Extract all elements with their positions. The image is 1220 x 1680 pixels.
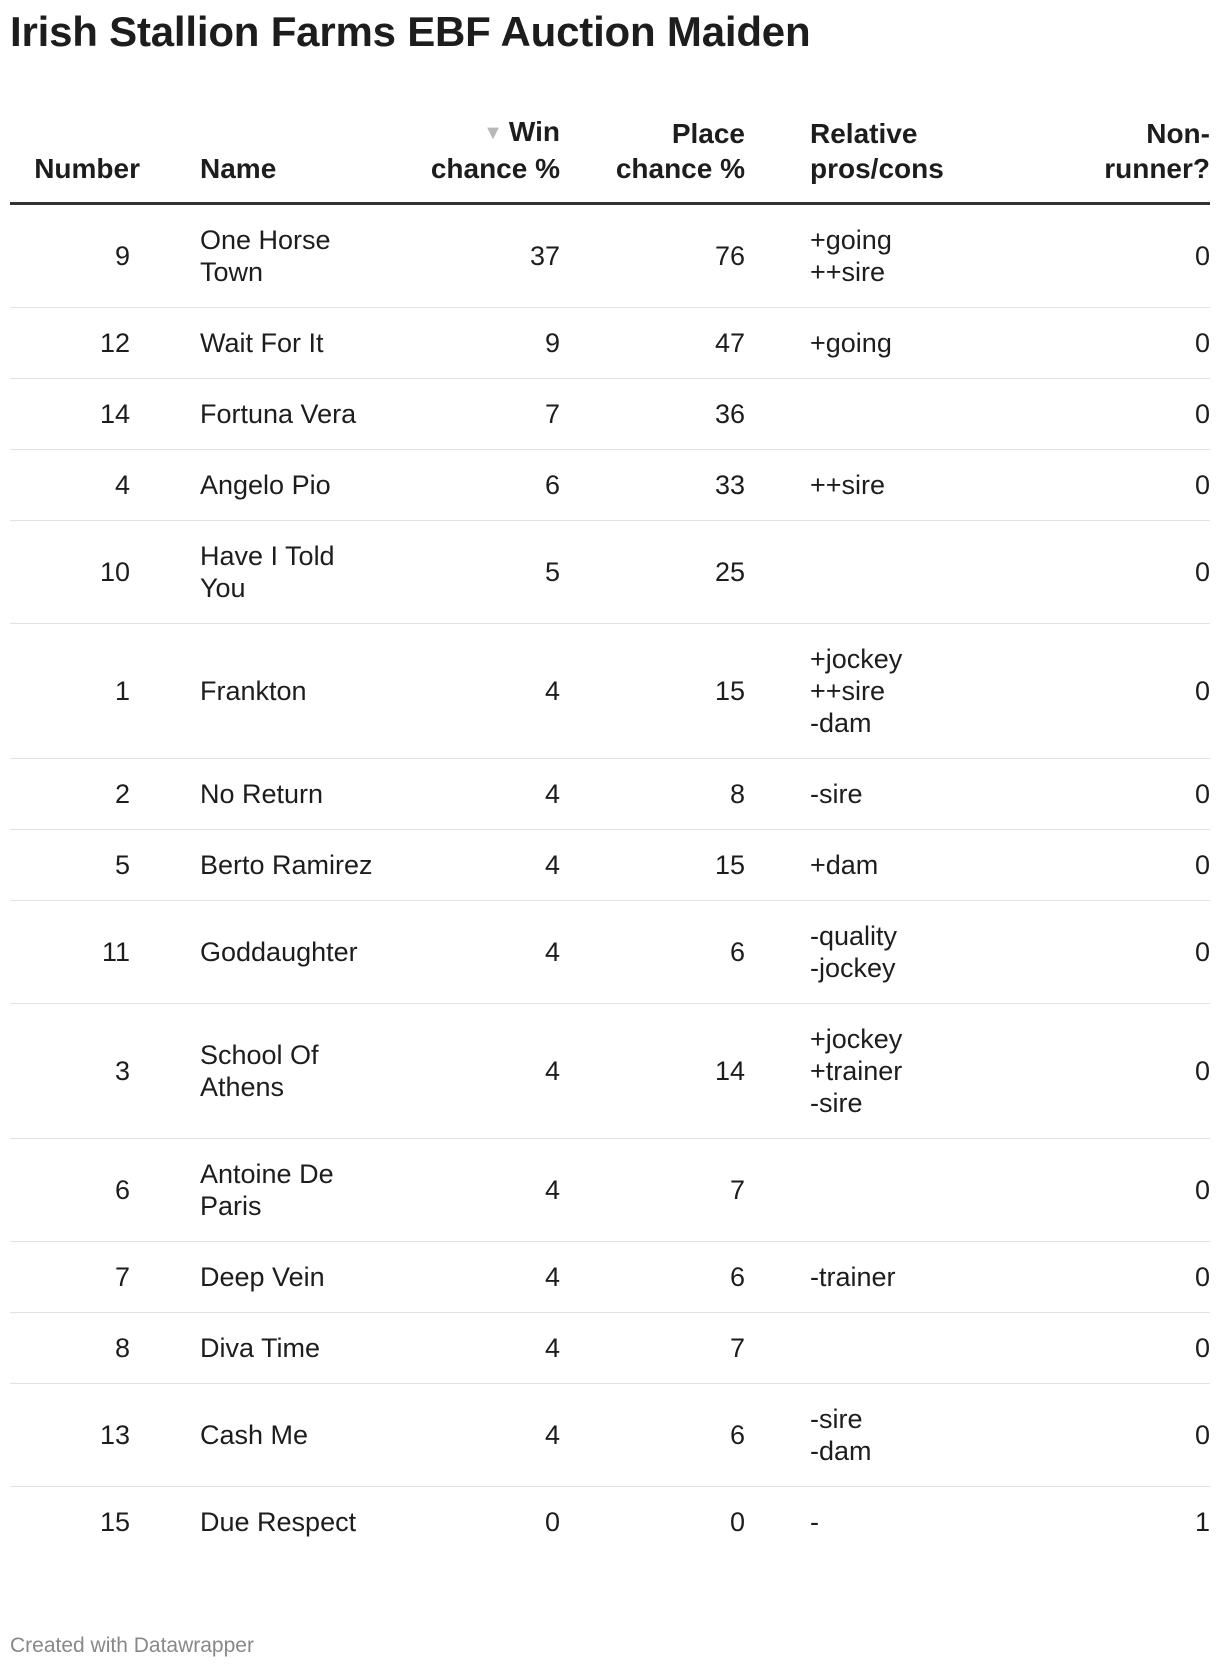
cell-non-runner: [995, 450, 1210, 521]
cell-win-chance: [348, 1139, 560, 1242]
column-header-name[interactable]: [168, 98, 348, 204]
cell-number: [10, 1487, 168, 1558]
number-value: 12: [99, 328, 130, 358]
cell-number: [10, 1313, 168, 1384]
cell-number: [10, 379, 168, 450]
cell-place-chance: [560, 1139, 745, 1242]
horse-name-text: School Of: [200, 1040, 319, 1070]
cell-non-runner: [995, 204, 1210, 308]
win-chance-value: 4: [544, 1056, 560, 1086]
cell-win-chance: [348, 1384, 560, 1487]
cell-name: [168, 1384, 348, 1487]
win-chance-value: 37: [529, 241, 560, 271]
table-row: [10, 204, 1210, 308]
horse-name-text: Antoine De: [200, 1159, 334, 1189]
cell-place-chance: [560, 901, 745, 1004]
cell-pros-cons: [745, 1004, 995, 1139]
table-row: [10, 1004, 1210, 1139]
place-chance-value: 25: [714, 557, 745, 587]
cell-name: [168, 1313, 348, 1384]
cell-non-runner: [995, 1313, 1210, 1384]
pros-cons-item: -dam: [810, 708, 872, 738]
cell-non-runner: [995, 1004, 1210, 1139]
header-pros-label-2: pros/cons: [810, 153, 944, 184]
cell-pros-cons: [745, 1487, 995, 1558]
win-chance-value: 6: [544, 470, 560, 500]
cell-pros-cons: [745, 1384, 995, 1487]
table-row: [10, 521, 1210, 624]
cell-name: [168, 521, 348, 624]
cell-win-chance: [348, 901, 560, 1004]
win-chance-value: 4: [544, 1175, 560, 1205]
cell-non-runner: [995, 308, 1210, 379]
pros-cons-item: +going: [810, 225, 892, 255]
place-chance-value: 14: [714, 1056, 745, 1086]
non-runner-value: 0: [1194, 779, 1210, 809]
header-nonrunner-label-1: Non-: [1146, 118, 1210, 149]
runners-table: [10, 98, 1210, 1557]
cell-place-chance: [560, 450, 745, 521]
cell-name: [168, 204, 348, 308]
pros-cons-item: +trainer: [810, 1056, 903, 1086]
horse-name-text: Town: [200, 257, 264, 287]
header-place-label-2: chance %: [615, 153, 745, 184]
header-number-label: Number: [34, 153, 140, 184]
horse-name-text: Cash Me: [200, 1420, 309, 1450]
win-chance-value: 4: [544, 1262, 560, 1292]
number-value: 2: [114, 779, 130, 809]
cell-number: [10, 1242, 168, 1313]
number-value: 11: [101, 937, 130, 967]
header-name-label: Name: [200, 153, 277, 184]
cell-non-runner: [995, 901, 1210, 1004]
cell-name: [168, 450, 348, 521]
place-chance-value: 8: [729, 779, 745, 809]
cell-number: [10, 759, 168, 830]
cell-pros-cons: [745, 521, 995, 624]
pros-cons-item: +dam: [810, 850, 879, 880]
cell-place-chance: [560, 759, 745, 830]
place-chance-value: 33: [714, 470, 745, 500]
non-runner-value: 0: [1194, 676, 1210, 706]
number-value: 7: [114, 1262, 130, 1292]
horse-name-text: Paris: [200, 1191, 262, 1221]
pros-cons-item: -jockey: [810, 953, 896, 983]
cell-non-runner: [995, 1384, 1210, 1487]
cell-place-chance: [560, 204, 745, 308]
horse-name-text: Frankton: [200, 676, 307, 706]
pros-cons-item: -sire: [810, 1404, 863, 1434]
header-nonrunner-label-2: runner?: [1104, 153, 1210, 184]
header-pros-label-1: Relative: [810, 118, 918, 149]
cell-pros-cons: [745, 624, 995, 759]
place-chance-value: 15: [714, 676, 745, 706]
cell-name: [168, 624, 348, 759]
cell-win-chance: [348, 830, 560, 901]
number-value: 10: [99, 557, 130, 587]
cell-number: [10, 901, 168, 1004]
table-row: [10, 759, 1210, 830]
cell-non-runner: [995, 830, 1210, 901]
number-value: 3: [114, 1056, 130, 1086]
cell-non-runner: [995, 1139, 1210, 1242]
header-row: [10, 98, 1210, 204]
cell-name: [168, 1004, 348, 1139]
cell-number: [10, 1004, 168, 1139]
non-runner-value: 0: [1194, 1262, 1210, 1292]
number-value: 5: [114, 850, 130, 880]
number-value: 13: [99, 1420, 130, 1450]
cell-number: [10, 204, 168, 308]
table-row: [10, 901, 1210, 1004]
horse-name-text: Diva Time: [200, 1333, 321, 1363]
footer-credit: Created with Datawrapper: [10, 1634, 254, 1657]
non-runner-value: 0: [1194, 328, 1210, 358]
pros-cons-item: -dam: [810, 1436, 872, 1466]
cell-name: [168, 379, 357, 450]
non-runner-value: 0: [1194, 850, 1210, 880]
table-body: [10, 204, 1210, 1558]
header-win-label-1: Win: [508, 116, 560, 147]
cell-win-chance: [348, 1242, 560, 1313]
column-header-place-chance[interactable]: [560, 98, 745, 204]
cell-name: [168, 1139, 348, 1242]
cell-win-chance: [348, 521, 560, 624]
table-row: [10, 379, 1210, 450]
pros-cons-item: +going: [810, 328, 892, 358]
sort-descending-icon: ▼: [483, 122, 503, 144]
cell-win-chance: [348, 1313, 560, 1384]
cell-number: [10, 830, 168, 901]
header-place-label-1: Place: [671, 118, 745, 149]
non-runner-value: 0: [1194, 1056, 1210, 1086]
win-chance-value: 0: [544, 1507, 560, 1537]
horse-name-text: Deep Vein: [200, 1262, 325, 1292]
win-chance-value: 4: [544, 850, 560, 880]
number-value: 1: [114, 676, 130, 706]
cell-place-chance: [560, 1004, 745, 1139]
cell-name: [168, 759, 348, 830]
number-value: 8: [114, 1333, 130, 1363]
pros-cons-item: +jockey: [810, 644, 903, 674]
cell-win-chance: [348, 204, 560, 308]
pros-cons-item: -trainer: [810, 1262, 896, 1292]
horse-name-text: Fortuna Vera: [200, 399, 357, 429]
win-chance-value: 4: [544, 779, 560, 809]
win-chance-value: 4: [544, 1420, 560, 1450]
cell-number: [10, 1139, 168, 1242]
cell-pros-cons: [745, 1313, 995, 1384]
header-win-line-1: [348, 114, 560, 151]
cell-non-runner: [995, 1487, 1210, 1558]
win-chance-value: 4: [544, 937, 560, 967]
cell-place-chance: [560, 379, 745, 450]
pros-cons-item: -sire: [810, 779, 863, 809]
cell-pros-cons: [745, 308, 995, 379]
cell-name: [168, 1487, 357, 1558]
cell-number: [10, 450, 168, 521]
cell-place-chance: [560, 1384, 745, 1487]
cell-name: [168, 901, 358, 1004]
place-chance-value: 36: [714, 399, 745, 429]
cell-pros-cons: [745, 379, 995, 450]
column-header-win-chance[interactable]: [348, 98, 560, 204]
cell-place-chance: [560, 1487, 745, 1558]
table-row: [10, 1313, 1210, 1384]
pros-cons-item: +jockey: [810, 1024, 903, 1054]
cell-name: [168, 308, 348, 379]
place-chance-value: 15: [714, 850, 745, 880]
cell-place-chance: [560, 308, 745, 379]
place-chance-value: 6: [729, 1262, 745, 1292]
cell-number: [10, 521, 168, 624]
win-chance-value: 7: [544, 399, 560, 429]
header-win-label-2: chance %: [430, 153, 560, 184]
table-row: [10, 624, 1210, 759]
table-row: [10, 1487, 1210, 1558]
cell-pros-cons: [745, 1242, 995, 1313]
cell-win-chance: [348, 759, 560, 830]
cell-pros-cons: [745, 830, 995, 901]
non-runner-value: 0: [1194, 470, 1210, 500]
win-chance-value: 5: [544, 557, 560, 587]
non-runner-value: 0: [1194, 557, 1210, 587]
chart-title: Irish Stallion Farms EBF Auction Maiden: [10, 8, 811, 55]
horse-name-text: No Return: [200, 779, 324, 809]
number-value: 4: [114, 470, 130, 500]
cell-pros-cons: [745, 1139, 995, 1242]
table-row: [10, 830, 1210, 901]
pros-cons-item: -quality: [810, 921, 898, 951]
column-header-pros-cons[interactable]: [745, 98, 995, 204]
non-runner-value: 0: [1194, 1175, 1210, 1205]
cell-number: [10, 308, 168, 379]
cell-number: [10, 1384, 168, 1487]
cell-name: [168, 1242, 348, 1313]
non-runner-value: 1: [1194, 1507, 1210, 1537]
cell-non-runner: [995, 1242, 1210, 1313]
cell-non-runner: [995, 521, 1210, 624]
table-row: [10, 450, 1210, 521]
non-runner-value: 0: [1194, 399, 1210, 429]
horse-name-text: Angelo Pio: [200, 470, 331, 500]
cell-non-runner: [995, 624, 1210, 759]
cell-place-chance: [560, 521, 745, 624]
non-runner-value: 0: [1194, 241, 1210, 271]
column-header-number[interactable]: [10, 98, 168, 204]
table-row: [10, 1242, 1210, 1313]
horse-name-text: Have I Told: [200, 541, 335, 571]
table-row: [10, 1139, 1210, 1242]
cell-win-chance: [348, 1004, 560, 1139]
number-value: 6: [114, 1175, 130, 1205]
horse-name-text: Wait For It: [200, 328, 324, 358]
place-chance-value: 6: [729, 1420, 745, 1450]
cell-win-chance: [348, 379, 560, 450]
table-row: [10, 308, 1210, 379]
table-row: [10, 1384, 1210, 1487]
place-chance-value: 6: [729, 937, 745, 967]
horse-name-text: Athens: [200, 1072, 285, 1102]
cell-pros-cons: [745, 759, 995, 830]
cell-pros-cons: [745, 204, 995, 308]
column-header-non-runner[interactable]: [995, 98, 1210, 204]
cell-place-chance: [560, 1313, 745, 1384]
cell-win-chance: [348, 1487, 560, 1558]
cell-name: [168, 830, 373, 901]
horse-name-text: Goddaughter: [200, 937, 358, 967]
cell-place-chance: [560, 624, 745, 759]
cell-place-chance: [560, 830, 745, 901]
non-runner-value: 0: [1194, 937, 1210, 967]
place-chance-value: 47: [714, 328, 745, 358]
pros-cons-item: ++sire: [810, 470, 886, 500]
non-runner-value: 0: [1194, 1420, 1210, 1450]
number-value: 15: [99, 1507, 130, 1537]
cell-pros-cons: [745, 901, 995, 1004]
pros-cons-item: ++sire: [810, 676, 886, 706]
non-runner-value: 0: [1194, 1333, 1210, 1363]
cell-number: [10, 624, 168, 759]
cell-non-runner: [995, 759, 1210, 830]
number-value: 14: [99, 399, 130, 429]
horse-name-text: Berto Ramirez: [200, 850, 373, 880]
win-chance-value: 4: [544, 676, 560, 706]
place-chance-value: 7: [729, 1333, 745, 1363]
cell-win-chance: [348, 450, 560, 521]
horse-name-text: One Horse: [200, 225, 331, 255]
win-chance-value: 9: [544, 328, 560, 358]
cell-non-runner: [995, 379, 1210, 450]
number-value: 9: [114, 241, 130, 271]
win-chance-value: 4: [544, 1333, 560, 1363]
pros-cons-item: ++sire: [810, 257, 886, 287]
cell-win-chance: [348, 308, 560, 379]
place-chance-value: 76: [714, 241, 745, 271]
horse-name-text: Due Respect: [200, 1507, 357, 1537]
place-chance-value: 0: [729, 1507, 745, 1537]
place-chance-value: 7: [729, 1175, 745, 1205]
pros-cons-item: -: [810, 1507, 819, 1537]
horse-name-text: You: [200, 573, 246, 603]
pros-cons-item: -sire: [810, 1088, 863, 1118]
cell-pros-cons: [745, 450, 995, 521]
cell-win-chance: [348, 624, 560, 759]
cell-place-chance: [560, 1242, 745, 1313]
